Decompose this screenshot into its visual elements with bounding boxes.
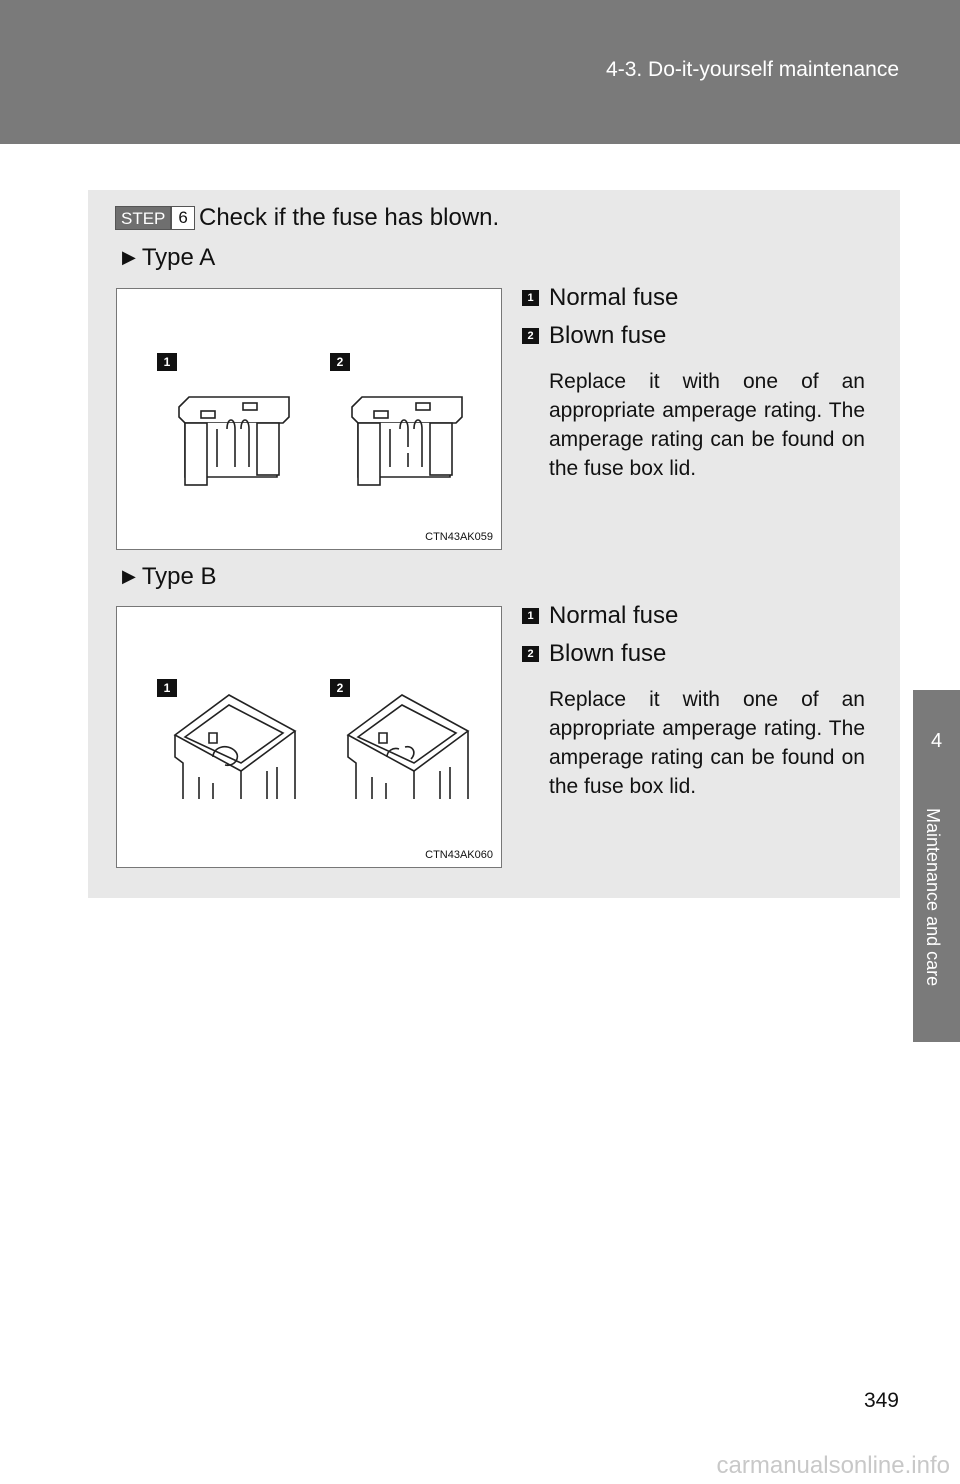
item-text: Normal fuse	[549, 602, 679, 629]
item-text: Blown fuse	[549, 322, 667, 349]
item-text: Normal fuse	[549, 284, 679, 311]
page-header	[0, 0, 960, 144]
type-a-label: Type A	[141, 244, 216, 271]
normal-cartridge-fuse	[175, 695, 295, 799]
type-a-item-normal	[522, 284, 678, 312]
type-b-figure	[116, 606, 502, 868]
callout-blown-fuse: 2	[330, 679, 350, 697]
callout-normal-fuse: 1	[157, 353, 177, 371]
blown-cartridge-fuse	[348, 695, 468, 799]
type-a-heading	[122, 244, 215, 272]
callout-blown-fuse: 2	[330, 353, 350, 371]
item-text: Blown fuse	[549, 640, 667, 667]
type-a-note: Replace it with one of an appropriate amperage rating. The amperage rating can be found on the fuse box lid.	[549, 370, 865, 480]
type-b-heading	[122, 563, 217, 591]
blown-mini-fuse	[352, 397, 462, 485]
triangle-bullet-icon: ▶	[122, 247, 136, 267]
type-a-figure	[116, 288, 502, 550]
watermark: carmanualsonline.info	[716, 1452, 950, 1479]
type-a-item-blown	[522, 322, 666, 350]
cartridge-fuse-illustration	[117, 607, 501, 867]
figure-code: CTN43AK060	[425, 849, 493, 861]
marker-icon: 2	[522, 328, 539, 344]
chapter-tab-number: 4	[913, 690, 960, 792]
page-number: 349	[863, 1389, 899, 1412]
step-label: STEP	[115, 206, 171, 230]
chapter-tab-label: Maintenance and care	[923, 808, 943, 987]
normal-mini-fuse	[179, 397, 289, 485]
step-number: 6	[171, 206, 194, 230]
chapter-tab	[913, 792, 960, 1042]
section-title: 4-3. Do-it-yourself maintenance	[606, 58, 899, 81]
mini-fuse-illustration	[117, 289, 501, 549]
marker-icon: 2	[522, 646, 539, 662]
marker-icon: 1	[522, 608, 539, 624]
callout-normal-fuse: 1	[157, 679, 177, 697]
marker-icon: 1	[522, 290, 539, 306]
step-instruction: Check if the fuse has blown.	[199, 204, 500, 231]
triangle-bullet-icon: ▶	[122, 566, 136, 586]
step-badge	[115, 206, 195, 230]
type-b-note: Replace it with one of an appropriate amperage rating. The amperage rating can be found on the fuse box lid.	[549, 688, 865, 798]
type-b-label: Type B	[141, 563, 217, 590]
type-b-item-normal	[522, 602, 678, 630]
figure-code: CTN43AK059	[425, 531, 493, 543]
type-b-item-blown	[522, 640, 666, 668]
